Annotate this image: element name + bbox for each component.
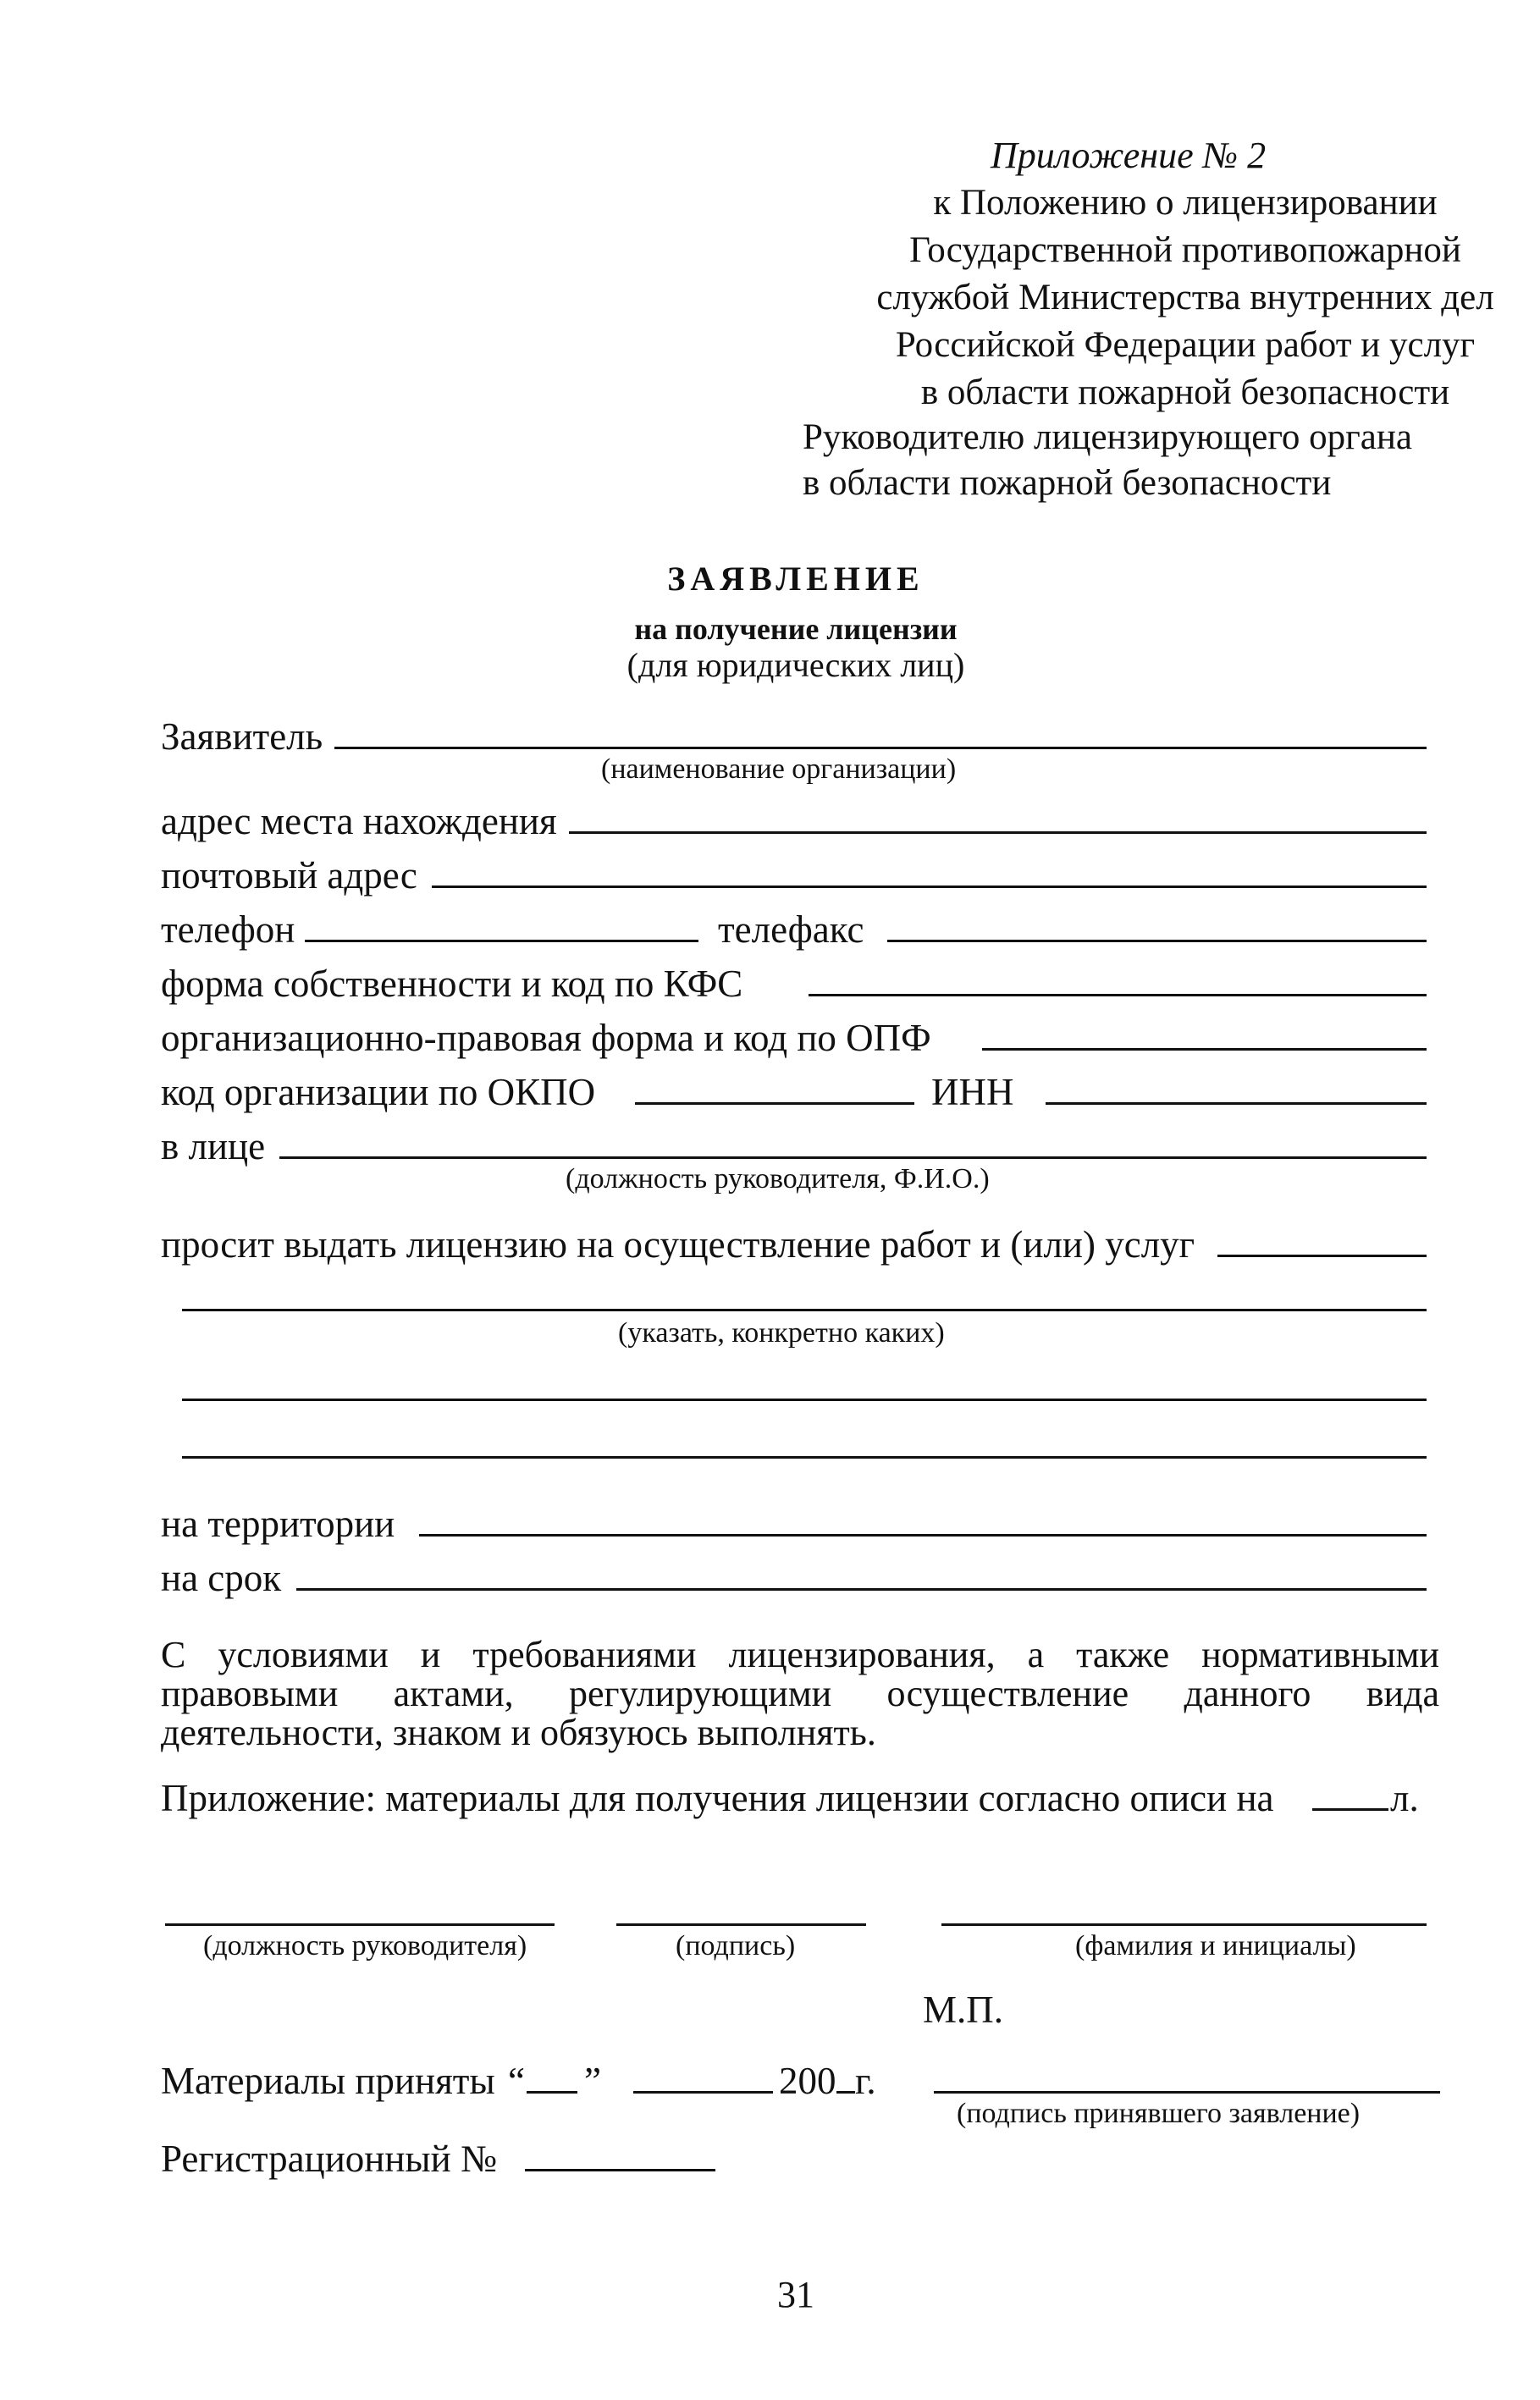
represented-by-label: в лице	[161, 1125, 266, 1167]
attachment-pages-field[interactable]	[1312, 1808, 1388, 1811]
represented-by-caption: (должность руководителя, Ф.И.О.)	[566, 1163, 990, 1194]
request-caption: (указать, конкретно каких)	[618, 1317, 945, 1349]
term-field[interactable]	[296, 1588, 1427, 1591]
applicant-label: Заявитель	[161, 715, 323, 758]
phone-field[interactable]	[305, 940, 698, 942]
request-label: просит выдать лицензию на осуществление работ и (или) услуг	[161, 1223, 1195, 1266]
reference-line: Российской Федерации работ и услуг	[895, 325, 1476, 365]
request-details-field[interactable]	[182, 1399, 1427, 1401]
materials-accepted-label: Материалы приняты	[161, 2060, 495, 2102]
okpo-label: код организации по ОКПО	[161, 1071, 596, 1113]
phone-label: телефон	[161, 908, 295, 951]
page-number: 31	[777, 2274, 814, 2315]
legal-form-field[interactable]	[982, 1048, 1427, 1051]
stamp-label: М.П.	[923, 1989, 1004, 2031]
applicant-caption: (наименование организации)	[601, 753, 957, 785]
inn-label: ИНН	[931, 1071, 1014, 1113]
okpo-field[interactable]	[635, 1102, 914, 1105]
reference-line: в области пожарной безопасности	[920, 372, 1450, 412]
document-subtitle: на получение лицензии	[634, 612, 958, 646]
represented-by-field[interactable]	[279, 1156, 1427, 1159]
ownership-field[interactable]	[809, 994, 1427, 996]
addressee-line: Руководителю лицензирующего органа	[803, 417, 1412, 457]
request-details-field[interactable]	[182, 1309, 1427, 1311]
request-field[interactable]	[1217, 1255, 1427, 1257]
registration-number-field[interactable]	[525, 2169, 715, 2171]
receiver-caption: (подпись принявшего заявление)	[957, 2098, 1361, 2129]
position-signature-field[interactable]	[165, 1923, 555, 1926]
consent-statement: С условиями и требованиями лицензирования, а также нормативными правовыми актами, регулирующими осуществление данного вида деятельности, знаком и обязуюсь выполнять.	[161, 1634, 1439, 1753]
signature-field[interactable]	[616, 1923, 866, 1926]
accepted-year-field[interactable]	[836, 2091, 855, 2094]
postal-address-field[interactable]	[432, 886, 1427, 888]
receiver-signature-field[interactable]	[934, 2091, 1440, 2094]
quote-open: “	[508, 2060, 525, 2102]
postal-address-label: почтовый адрес	[161, 854, 417, 897]
territory-label: на территории	[161, 1503, 395, 1545]
name-signature-field[interactable]	[941, 1923, 1427, 1926]
position-caption: (должность руководителя)	[203, 1930, 527, 1961]
term-label: на срок	[161, 1557, 282, 1599]
fax-field[interactable]	[887, 940, 1427, 942]
ownership-label: форма собственности и код по КФС	[161, 963, 743, 1005]
accepted-day-field[interactable]	[527, 2091, 577, 2094]
applicant-field[interactable]	[334, 747, 1427, 749]
signature-caption: (подпись)	[676, 1930, 796, 1961]
fax-label: телефакс	[718, 908, 864, 951]
regulation-reference	[762, 179, 1540, 417]
reference-line: службой Министерства внутренних дел	[876, 278, 1494, 317]
reference-line: к Положению о лицензировании	[933, 183, 1438, 223]
appendix-label: Приложение № 2	[991, 135, 1267, 176]
location-address-label: адрес места нахождения	[161, 800, 557, 842]
quote-close: ”	[584, 2060, 601, 2102]
year-prefix: 200	[779, 2060, 836, 2102]
inn-field[interactable]	[1046, 1102, 1427, 1105]
legal-form-label: организационно-правовая форма и код по ОПФ	[161, 1017, 931, 1059]
accepted-month-field[interactable]	[633, 2091, 773, 2094]
reference-line: Государственной противопожарной	[909, 230, 1461, 270]
year-suffix: г.	[855, 2060, 876, 2102]
request-details-field[interactable]	[182, 1456, 1427, 1459]
attachment-suffix: л.	[1390, 1777, 1419, 1819]
document-subtitle-applicant-type: (для юридических лиц)	[626, 646, 965, 684]
attachment-label: Приложение: материалы для получения лицензии согласно описи на	[161, 1777, 1274, 1819]
registration-label: Регистрационный №	[161, 2138, 497, 2180]
location-address-field[interactable]	[569, 831, 1427, 834]
name-caption: (фамилия и инициалы)	[1075, 1930, 1356, 1961]
document-title: ЗАЯВЛЕНИЕ	[667, 560, 925, 598]
addressee	[803, 415, 1412, 506]
territory-field[interactable]	[419, 1534, 1427, 1537]
addressee-line: в области пожарной безопасности	[803, 463, 1332, 503]
